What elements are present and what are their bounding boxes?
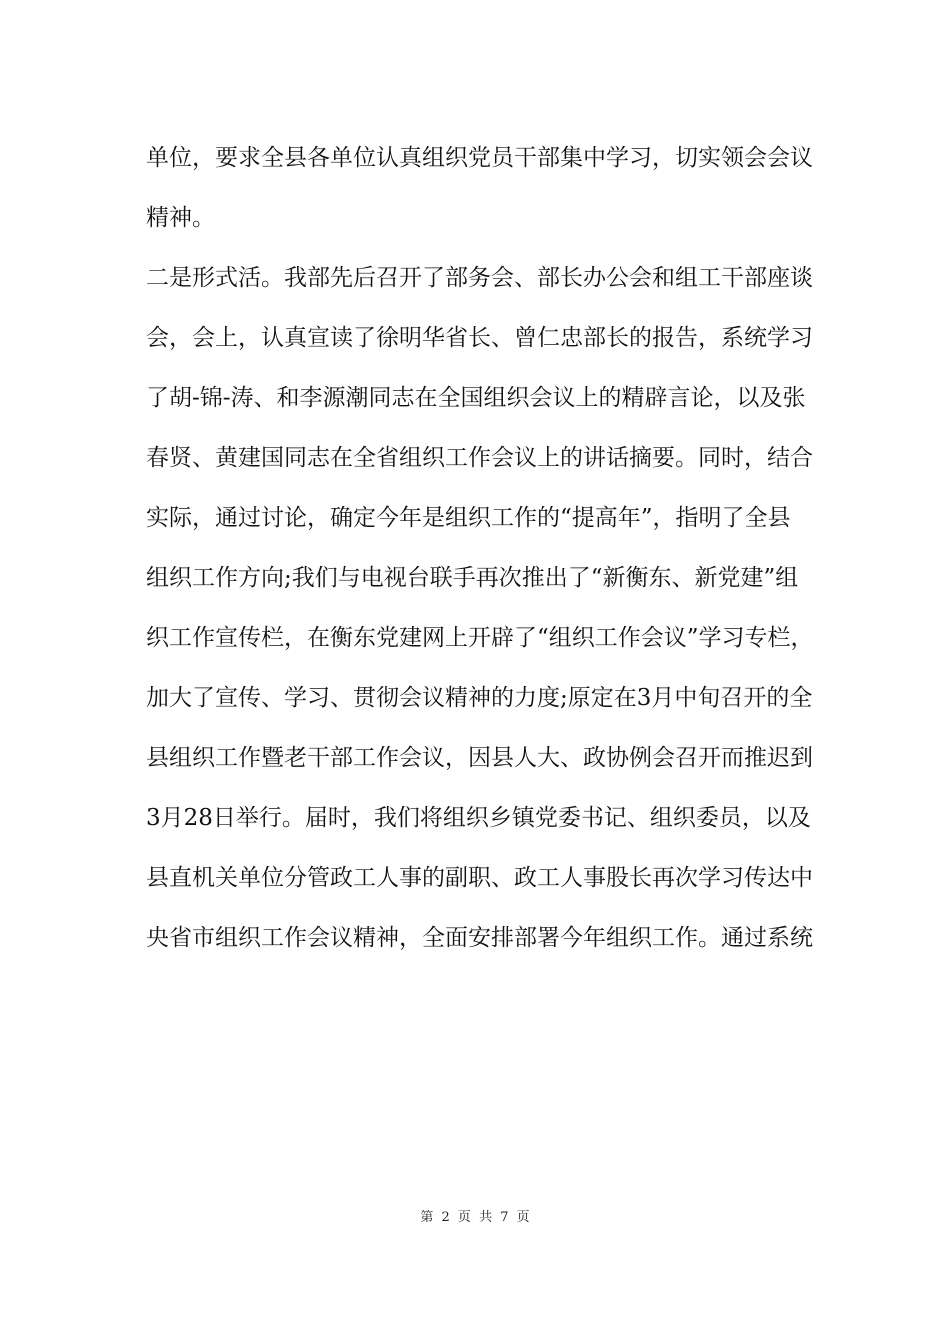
text-line: 县直机关单位分管政工人事的副职、政工人事股长再次学习传达中 [146,865,813,891]
text-line: 单位，要求全县各单位认真组织党员干部集中学习，切实领会会议 [146,145,813,171]
body-text [146,128,816,968]
footer-current-page: 2 [441,1210,450,1225]
text-line: 精神。 [146,205,215,231]
text-line: 央省市组织工作会议精神，全面安排部署今年组织工作。通过系统 [146,925,813,951]
text-line: 实际，通过讨论，确定今年是组织工作的“提高年”，指明了全县 [146,505,791,531]
text-line: 加大了宣传、学习、贯彻会议精神的力度;原定在3月中旬召开的全 [146,685,813,711]
text-line: 织工作宣传栏，在衡东党建网上开辟了“组织工作会议”学习专栏， [146,625,814,651]
text-line: 二是形式活。我部先后召开了部务会、部长办公会和组工干部座谈 [146,265,813,291]
text-line: 组织工作方向;我们与电视台联手再次推出了“新衡东、新党建”组 [146,565,799,591]
footer-total-pages: 7 [500,1210,509,1225]
text-line: 县组织工作暨老干部工作会议，因县人大、政协例会召开而推迟到 [146,745,813,771]
footer-prefix: 第 [420,1210,434,1225]
page-footer [0,1209,950,1227]
text-line: 春贤、黄建国同志在全省组织工作会议上的讲话摘要。同时，结合 [146,445,813,471]
text-line: 会，会上，认真宣读了徐明华省长、曾仁忠部长的报告，系统学习 [146,325,813,351]
text-line: 3月28日举行。届时，我们将组织乡镇党委书记、组织委员，以及 [146,805,811,831]
footer-mid1: 页 [457,1210,471,1225]
footer-suffix: 页 [516,1210,530,1225]
footer-mid2: 共 [479,1210,493,1225]
text-line: 了胡-锦-涛、和李源潮同志在全国组织会议上的精辟言论，以及张 [146,385,806,411]
